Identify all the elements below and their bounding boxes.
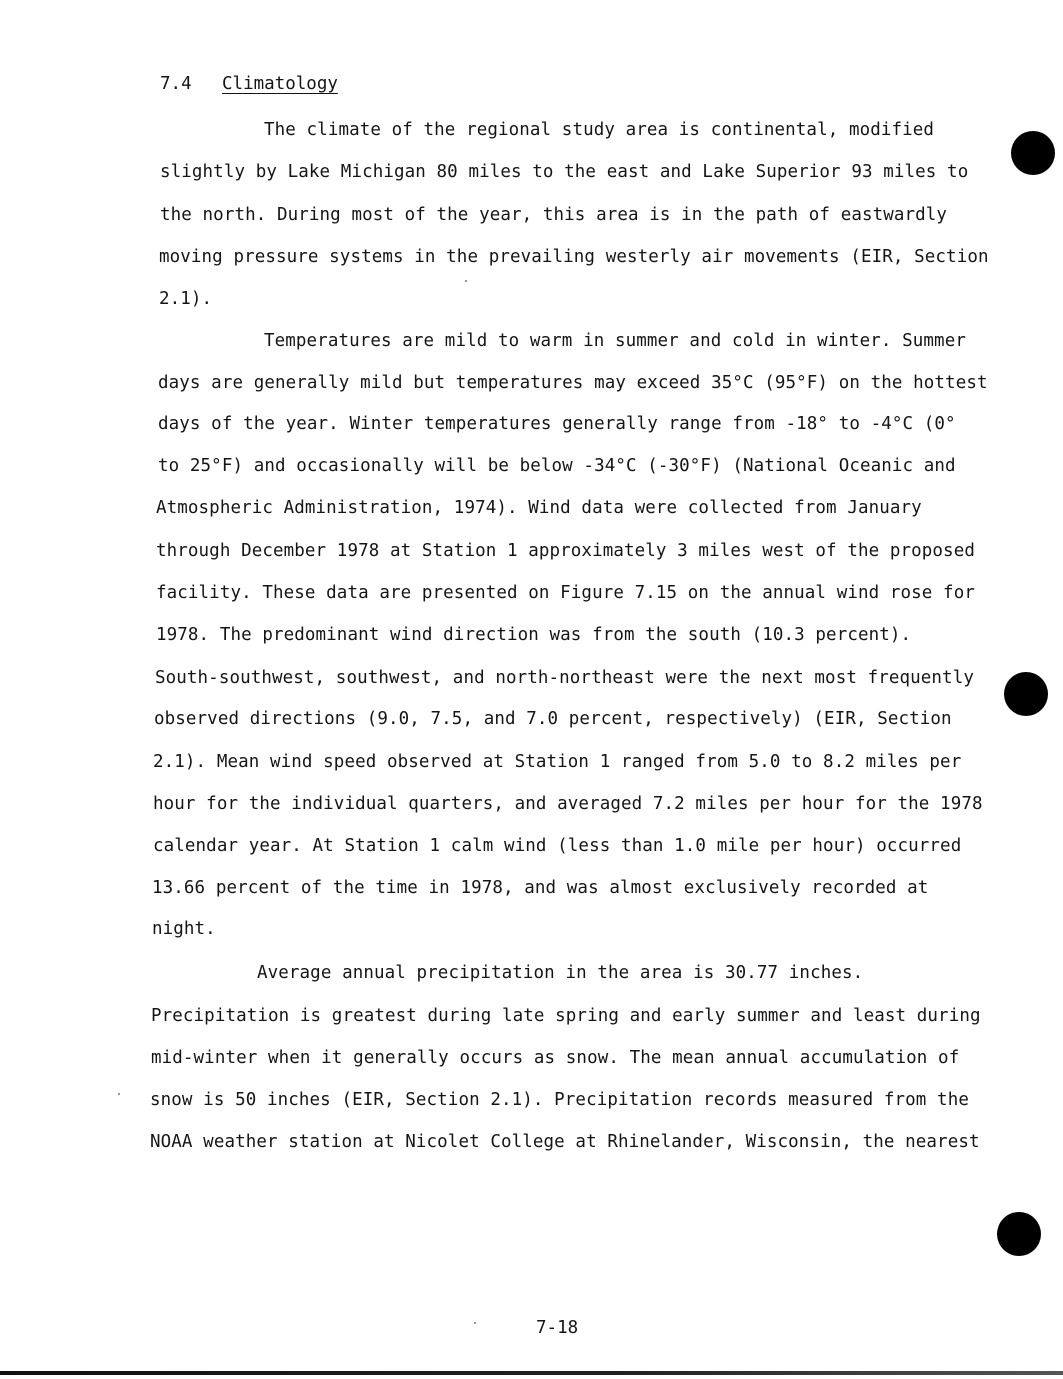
text-line: the north. During most of the year, this area is in the path of eastwardly: [160, 205, 948, 225]
text-line: to 25°F) and occasionally will be below -34°C (-30°F) (National Oceanic and: [158, 456, 956, 476]
scan-speck: [465, 280, 467, 282]
text-line: 2.1).: [159, 289, 213, 309]
text-line: South-southwest, southwest, and north-northeast were the next most frequently: [155, 668, 974, 688]
text-line: 13.66 percent of the time in 1978, and was almost exclusively recorded at: [152, 878, 929, 898]
text-line: calendar year. At Station 1 calm wind (less than 1.0 mile per hour) occurred: [153, 836, 962, 856]
section-heading: [160, 74, 338, 94]
text-line: Temperatures are mild to warm in summer and cold in winter. Summer: [264, 331, 966, 351]
text-line: night.: [152, 919, 216, 939]
text-line: slightly by Lake Michigan 80 miles to the east and Lake Superior 93 miles to: [160, 162, 969, 182]
section-title: Climatology: [222, 74, 338, 94]
scan-speck: [118, 1093, 120, 1095]
text-line: days are generally mild but temperatures may exceed 35°C (95°F) on the hottest: [158, 373, 988, 393]
punch-hole: [1011, 131, 1055, 175]
text-line: 1978. The predominant wind direction was from the south (10.3 percent).: [156, 625, 912, 645]
punch-hole: [1004, 672, 1048, 716]
text-line: 2.1). Mean wind speed observed at Station 1 ranged from 5.0 to 8.2 miles per: [153, 752, 962, 772]
page-number: 7-18: [536, 1318, 579, 1338]
text-line: mid-winter when it generally occurs as snow. The mean annual accumulation of: [151, 1048, 960, 1068]
text-line: hour for the individual quarters, and averaged 7.2 miles per hour for the 1978: [153, 794, 983, 814]
text-line: NOAA weather station at Nicolet College at Rhinelander, Wisconsin, the nearest: [150, 1132, 980, 1152]
text-line: days of the year. Winter temperatures generally range from -18° to -4°C (0°: [158, 414, 956, 434]
text-line: through December 1978 at Station 1 approximately 3 miles west of the proposed: [156, 541, 975, 561]
text-line: snow is 50 inches (EIR, Section 2.1). Precipitation records measured from the: [150, 1090, 969, 1110]
text-line: Precipitation is greatest during late spring and early summer and least during: [151, 1006, 981, 1026]
text-line: observed directions (9.0, 7.5, and 7.0 percent, respectively) (EIR, Section: [154, 709, 952, 729]
text-line: facility. These data are presented on Figure 7.15 on the annual wind rose for: [156, 583, 975, 603]
page-bottom-edge: [0, 1371, 1063, 1375]
scan-speck: [474, 1322, 476, 1324]
text-line: The climate of the regional study area is continental, modified: [264, 120, 935, 140]
section-number: 7.4: [160, 74, 192, 94]
punch-hole: [997, 1212, 1041, 1256]
text-line: Atmospheric Administration, 1974). Wind data were collected from January: [156, 498, 922, 518]
text-line: moving pressure systems in the prevailing westerly air movements (EIR, Section: [159, 247, 989, 267]
text-line: Average annual precipitation in the area is 30.77 inches.: [257, 963, 864, 983]
